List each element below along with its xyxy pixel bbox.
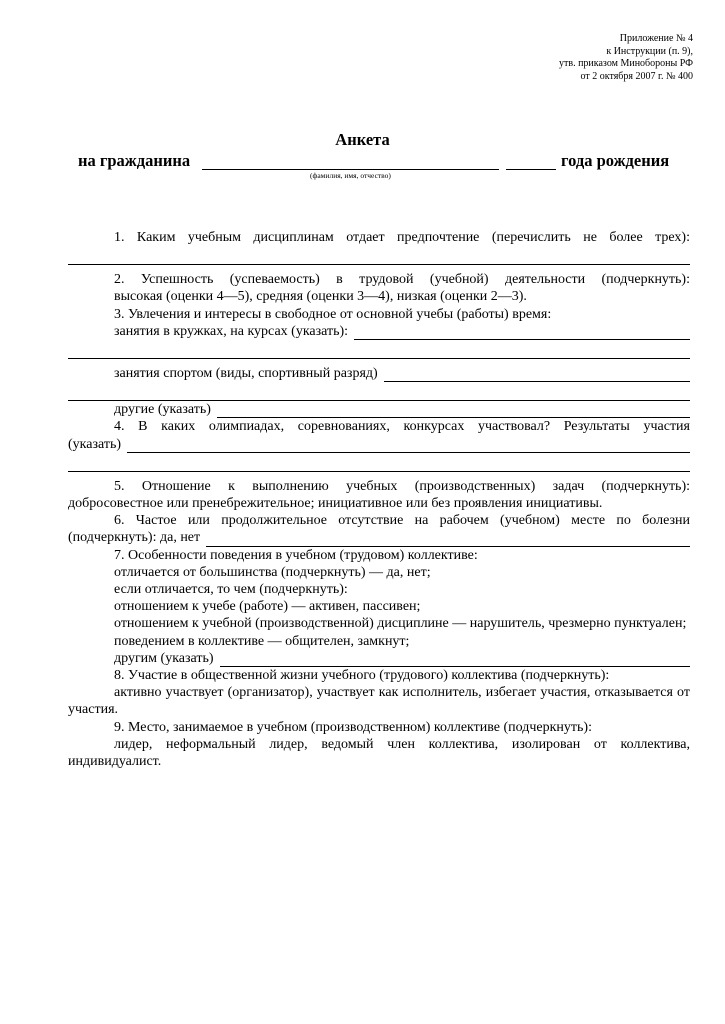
q3-clubs-label: занятия в кружках, на курсах (указать):	[114, 323, 349, 339]
question-5-options: добросовестное или пренебрежительное; инициативное или без проявления инициативы.	[68, 496, 603, 512]
q7-option-c: отношением к учебе (работе) — активен, пассивен;	[114, 599, 421, 615]
q7-other-row	[68, 650, 690, 667]
document-header	[559, 33, 693, 83]
q4-row	[68, 436, 690, 453]
q3-sports-field[interactable]	[384, 368, 690, 382]
answer-line-q4[interactable]	[68, 453, 690, 472]
page-title: Анкета	[335, 130, 390, 149]
question-8-options: активно участвует (организатор), участвует как исполнитель, избегает участия, отказывается от участия.	[68, 685, 690, 718]
q6-field[interactable]	[206, 533, 690, 547]
q3-other-field[interactable]	[217, 404, 690, 418]
question-9-options: лидер, неформальный лидер, ведомый член коллектива, изолирован от коллектива, индивидуалист.	[68, 736, 690, 770]
question-2: 2. Успешность (успеваемость) в трудовой (учебной) деятельности (подчеркнуть):	[114, 272, 690, 288]
q4-field[interactable]	[127, 439, 690, 453]
q3-sports-label: занятия спортом (виды, спортивный разряд)	[114, 366, 378, 382]
answer-line-q3-clubs[interactable]	[68, 340, 690, 359]
header-line: Приложение № 4	[619, 33, 693, 44]
name-field-caption: (фамилия, имя, отчество)	[310, 171, 391, 180]
subject-label: на гражданина	[78, 151, 191, 170]
q4-label: (указать)	[68, 436, 122, 452]
question-1: 1. Каким учебным дисциплинам отдает предпочтение (перечислить не более трех):	[114, 230, 690, 245]
subject-row	[78, 151, 678, 173]
q3-other-row	[68, 401, 690, 418]
q7-option-a: отличается от большинства (подчеркнуть) — да, нет;	[114, 564, 431, 580]
header-line: к Инструкции (п. 9),	[606, 45, 693, 57]
question-3: 3. Увлечения и интересы в свободное от основной учебы (работы) время:	[114, 306, 552, 322]
q3-clubs-row	[68, 323, 690, 340]
full-name-field[interactable]	[202, 169, 499, 170]
question-7: 7. Особенности поведения в учебном (трудовом) коллективе:	[114, 547, 478, 563]
header-line: от 2 октября 2007 г. № 400	[580, 70, 693, 82]
q7-option-e: поведением в коллективе — общителен, замкнут;	[114, 633, 410, 649]
q3-sports-row	[68, 365, 690, 382]
birth-year-field[interactable]	[506, 169, 556, 170]
answer-line-q3-sports[interactable]	[68, 382, 690, 401]
question-9: 9. Место, занимаемое в учебном (производственном) коллективе (подчеркнуть):	[114, 719, 592, 735]
header-line: утв. приказом Минобороны РФ	[558, 58, 693, 69]
question-4: 4. В каких олимпиадах, соревнованиях, конкурсах участвовал? Результаты участия	[114, 419, 690, 435]
question-2-options: высокая (оценки 4—5), средняя (оценки 3—4), низкая (оценки 2—3).	[114, 289, 527, 305]
question-6: 6. Частое или продолжительное отсутствие на рабочем (учебном) месте по болезни	[114, 513, 690, 529]
q6-row	[68, 529, 690, 546]
q7-other-label: другим (указать)	[114, 650, 214, 666]
q6-label: (подчеркнуть): да, нет	[68, 530, 201, 546]
q3-other-label: другие (указать)	[114, 402, 211, 418]
question-5: 5. Отношение к выполнению учебных (производственных) задач (подчеркнуть):	[114, 478, 690, 494]
birth-year-label: года рождения	[561, 151, 670, 170]
q3-clubs-field[interactable]	[354, 326, 690, 340]
q7-option-d: отношением к учебной (производственной) дисциплине — нарушитель, чрезмерно пунктуален;	[114, 616, 687, 632]
q7-option-b: если отличается, то чем (подчеркнуть):	[114, 582, 348, 598]
answer-line-q1[interactable]	[68, 246, 690, 265]
question-8: 8. Участие в общественной жизни учебного (трудового) коллектива (подчеркнуть):	[114, 668, 610, 684]
q7-other-field[interactable]	[220, 653, 690, 667]
questionnaire-body	[68, 229, 690, 770]
